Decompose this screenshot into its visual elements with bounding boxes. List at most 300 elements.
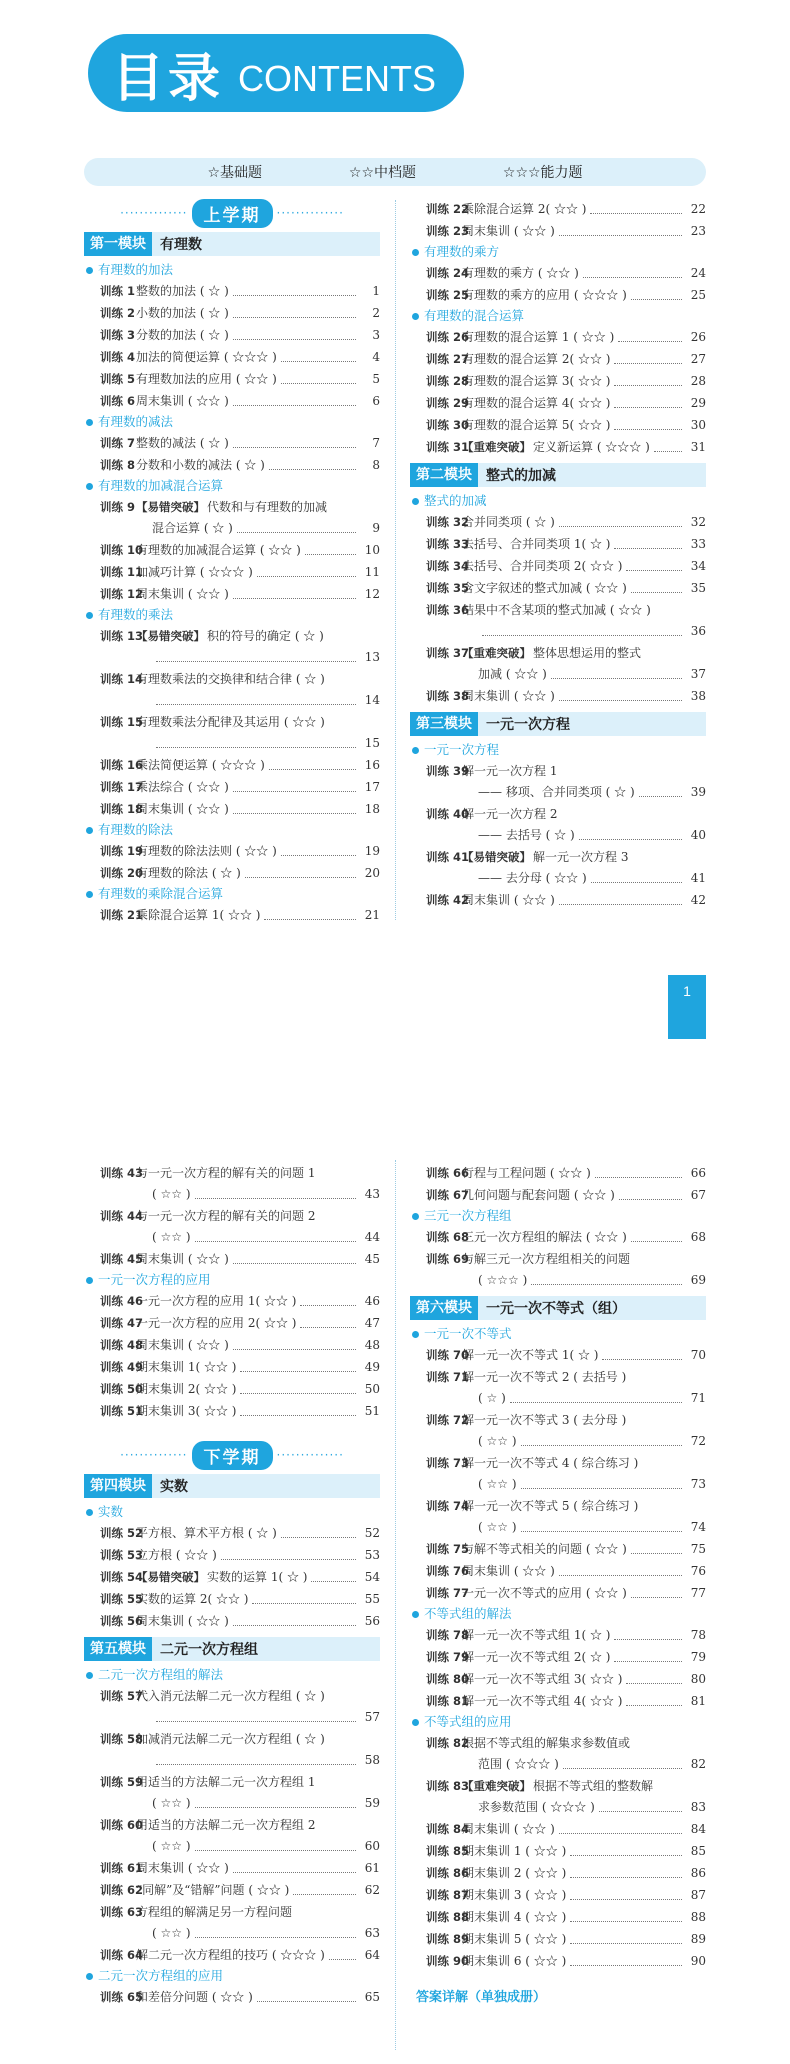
training-number: 训练 11 [100, 565, 144, 579]
toc-entry [410, 577, 706, 599]
module-header [410, 712, 706, 736]
entry-title: 加减巧计算 ( ☆☆☆ ) [136, 565, 253, 579]
page-ref: 78 [690, 1628, 706, 1642]
page-ref: 2 [372, 306, 380, 320]
toc-column-left [84, 200, 380, 926]
dot-leader [570, 1943, 682, 1944]
page-ref: 46 [364, 1294, 380, 1308]
section-heading: 有理数的加法 [84, 260, 380, 280]
entry-title: 周末集训 ( ☆☆ ) [136, 1614, 229, 1628]
page-ref: 47 [364, 1316, 380, 1330]
toc-entry [84, 346, 380, 368]
page-ref: 66 [690, 1166, 706, 1180]
entry-title: 周末集训 ( ☆☆ ) [136, 1861, 229, 1875]
page-ref: 67 [690, 1188, 706, 1202]
dot-leader [631, 1553, 682, 1554]
module-name: 整式的加减 [486, 468, 556, 484]
page-ref: 73 [690, 1477, 706, 1491]
toc-entry [410, 1668, 706, 1690]
section-heading: 一元一次方程 [410, 740, 706, 760]
toc-entry [84, 539, 380, 561]
dot-leader [521, 1445, 682, 1446]
toc-entry [410, 1690, 706, 1712]
toc-entry-continuation [410, 825, 706, 846]
training-number: 训练 74 [426, 1499, 470, 1513]
dot-leader [257, 2001, 356, 2002]
dot-leader [570, 1899, 682, 1900]
dot-leader [264, 919, 356, 920]
dot-leader [195, 1198, 356, 1199]
toc-entry [84, 1685, 380, 1707]
toc-entry-continuation [84, 1707, 380, 1728]
page-ref: 44 [364, 1230, 380, 1244]
section-heading: 实数 [84, 1502, 380, 1522]
page-ref: 62 [364, 1883, 380, 1897]
dot-leader [329, 1959, 356, 1960]
dot-leader [156, 1721, 356, 1722]
section-heading: 整式的加减 [410, 491, 706, 511]
training-number: 训练 60 [100, 1818, 144, 1832]
training-number: 训练 19 [100, 844, 144, 858]
entry-title-cont: ( ☆☆ ) [478, 1477, 517, 1491]
page-ref: 43 [364, 1187, 380, 1201]
toc-entry [410, 685, 706, 707]
entry-title-cont: 加减 ( ☆☆ ) [478, 667, 547, 681]
page-ref: 89 [690, 1932, 706, 1946]
page-ref: 22 [690, 202, 706, 216]
training-number: 训练 50 [100, 1382, 144, 1396]
page-ref: 79 [690, 1650, 706, 1664]
dot-leader [233, 405, 356, 406]
toc-entry [84, 390, 380, 412]
toc-entry [84, 432, 380, 454]
module-header [84, 232, 380, 256]
toc-entry [410, 1344, 706, 1366]
training-number: 训练 15 [100, 715, 144, 729]
entry-title: 周末集训 ( ☆☆ ) [462, 689, 555, 703]
training-number: 训练 68 [426, 1230, 470, 1244]
entry-tag: 【重难突破】 [462, 1779, 531, 1793]
entry-title: 分数和小数的减法 ( ☆ ) [136, 458, 265, 472]
toc-entry [84, 1378, 380, 1400]
page-ref: 25 [690, 288, 706, 302]
dot-leader [240, 1415, 356, 1416]
toc-entry [410, 414, 706, 436]
entry-title: 期末集训 2 ( ☆☆ ) [462, 1866, 567, 1880]
toc-entry [84, 561, 380, 583]
toc-entry [84, 625, 380, 647]
training-number: 训练 14 [100, 672, 144, 686]
training-number: 训练 73 [426, 1456, 470, 1470]
entry-title: 和差倍分问题 ( ☆☆ ) [136, 1990, 253, 2004]
dot-leader [570, 1965, 682, 1966]
training-number: 训练 57 [100, 1689, 144, 1703]
toc-entry [84, 1205, 380, 1227]
dot-leader [591, 882, 682, 883]
training-number: 训练 49 [100, 1360, 144, 1374]
training-number: 训练 90 [426, 1954, 470, 1968]
entry-title: 含文字叙述的整式加减 ( ☆☆ ) [462, 581, 627, 595]
dot-leader [570, 1855, 682, 1856]
toc-entry [410, 889, 706, 911]
training-number: 训练 30 [426, 418, 470, 432]
toc-entry [84, 840, 380, 862]
module-badge: 第四模块 [84, 1474, 152, 1498]
training-number: 训练 32 [426, 515, 470, 529]
dots-decoration: ·············· [276, 206, 344, 220]
toc-entry [410, 1732, 706, 1754]
training-number: 训练 25 [426, 288, 470, 302]
training-number: 训练 54 [100, 1570, 144, 1584]
toc-column-right [410, 198, 706, 911]
section-heading: 三元一次方程组 [410, 1206, 706, 1226]
column-divider [395, 200, 396, 920]
training-number: 训练 56 [100, 1614, 144, 1628]
entry-title: 有理数的除法法则 ( ☆☆ ) [136, 844, 277, 858]
training-number: 训练 41 [426, 850, 470, 864]
page-ref: 87 [690, 1888, 706, 1902]
toc-entry-continuation [410, 1388, 706, 1409]
module-badge: 第五模块 [84, 1637, 152, 1661]
dot-leader [257, 576, 356, 577]
page-ref: 30 [690, 418, 706, 432]
page-ref: 7 [372, 436, 380, 450]
entry-title: 代入消元法解二元一次方程组 ( ☆ ) [136, 1689, 325, 1703]
section-heading: 有理数的乘除混合运算 [84, 884, 380, 904]
training-number: 训练 51 [100, 1404, 144, 1418]
entry-title: 解一元一次不等式 3 ( 去分母 ) [462, 1413, 627, 1427]
entry-title: 有理数的乘方的应用 ( ☆☆☆ ) [462, 288, 627, 302]
training-number: 训练 45 [100, 1252, 144, 1266]
dot-leader [626, 570, 682, 571]
section-heading: 二元一次方程组的解法 [84, 1665, 380, 1685]
training-number: 训练 79 [426, 1650, 470, 1664]
dot-leader [590, 213, 682, 214]
section-heading: 一元一次不等式 [410, 1324, 706, 1344]
toc-entry [410, 511, 706, 533]
dot-leader [626, 1683, 682, 1684]
entry-title: 用适当的方法解二元一次方程组 2 [136, 1818, 316, 1832]
toc-entry [84, 1879, 380, 1901]
training-number: 训练 69 [426, 1252, 470, 1266]
dot-leader [195, 1807, 356, 1808]
entry-title: 周末集训 ( ☆☆ ) [462, 224, 555, 238]
dot-leader [311, 1581, 356, 1582]
entry-title: 解一元一次方程 1 [462, 764, 558, 778]
entry-title-cont: —— 移项、合并同类项 ( ☆ ) [478, 785, 635, 799]
entry-tag: 【重难突破】 [462, 440, 531, 454]
dot-leader [195, 1850, 356, 1851]
entry-title: 与解不等式相关的问题 ( ☆☆ ) [462, 1542, 627, 1556]
page-ref: 80 [690, 1672, 706, 1686]
dot-leader [233, 447, 356, 448]
module-badge: 第六模块 [410, 1296, 478, 1320]
page-ref: 9 [372, 521, 380, 535]
entry-tag: 【重难突破】 [462, 646, 531, 660]
dot-leader [559, 526, 682, 527]
entry-tag: 【易错突破】 [136, 500, 205, 514]
module-name: 二元一次方程组 [160, 1642, 258, 1658]
page-ref: 85 [690, 1844, 706, 1858]
page-ref: 81 [690, 1694, 706, 1708]
training-number: 训练 39 [426, 764, 470, 778]
entry-title: 期末集训 1 ( ☆☆ ) [462, 1844, 567, 1858]
entry-title: 乘除混合运算 2( ☆☆ ) [462, 202, 587, 216]
training-number: 训练 76 [426, 1564, 470, 1578]
entry-title: 有理数的乘方 ( ☆☆ ) [462, 266, 579, 280]
dot-leader [156, 1764, 356, 1765]
entry-title-cont: ( ☆☆ ) [478, 1520, 517, 1534]
column-divider [395, 1160, 396, 2050]
dot-leader [233, 791, 356, 792]
entry-title-cont: —— 去括号 ( ☆ ) [478, 828, 575, 842]
training-number: 训练 58 [100, 1732, 144, 1746]
training-number: 训练 31 [426, 440, 470, 454]
spacer [84, 1422, 380, 1442]
toc-entry [410, 760, 706, 782]
toc-entry [410, 642, 706, 664]
page-ref: 68 [690, 1230, 706, 1244]
toc-page-2 [0, 1130, 790, 2064]
dot-leader [579, 839, 682, 840]
toc-entry [84, 302, 380, 324]
dot-leader [195, 1937, 356, 1938]
training-number: 训练 42 [426, 893, 470, 907]
training-number: 训练 47 [100, 1316, 144, 1330]
semester-header [84, 1442, 380, 1468]
training-number: 训练 65 [100, 1990, 144, 2004]
page-ref: 11 [364, 565, 380, 579]
page-ref: 77 [690, 1586, 706, 1600]
entry-title-cont: ( ☆☆ ) [478, 1434, 517, 1448]
toc-entry [410, 1538, 706, 1560]
entry-title-cont: ( ☆☆ ) [152, 1926, 191, 1940]
toc-entry [410, 1950, 706, 1972]
entry-title: 一元一次不等式的应用 ( ☆☆ ) [462, 1586, 627, 1600]
training-number: 训练 9 [100, 500, 136, 514]
toc-entry [84, 1901, 380, 1923]
page-ref: 19 [364, 844, 380, 858]
page-ref: 13 [364, 650, 380, 664]
page-ref: 39 [690, 785, 706, 799]
module-badge: 第二模块 [410, 463, 478, 487]
toc-entry [84, 1334, 380, 1356]
toc-entry [410, 1452, 706, 1474]
dot-leader [281, 855, 356, 856]
module-header [84, 1637, 380, 1661]
training-number: 训练 89 [426, 1932, 470, 1946]
toc-entry [410, 555, 706, 577]
legend-medium: ☆☆中档题 [348, 165, 416, 181]
page-ref: 83 [690, 1800, 706, 1814]
entry-title: 有理数的混合运算 4( ☆☆ ) [462, 396, 611, 410]
entry-title: 有理数乘法分配律及其运用 ( ☆☆ ) [136, 715, 325, 729]
dot-leader [240, 1371, 356, 1372]
training-number: 训练 67 [426, 1188, 470, 1202]
training-number: 训练 33 [426, 537, 470, 551]
dot-leader [156, 704, 356, 705]
page-ref: 14 [364, 693, 380, 707]
dots-decoration: ·············· [276, 1448, 344, 1462]
toc-entry [84, 1312, 380, 1334]
toc-entry-continuation [84, 690, 380, 711]
training-number: 训练 38 [426, 689, 470, 703]
entry-title: 立方根 ( ☆☆ ) [136, 1548, 217, 1562]
toc-entry [410, 326, 706, 348]
entry-title: 解一元一次方程 2 [462, 807, 558, 821]
toc-entry [410, 1409, 706, 1431]
toc-entry [84, 904, 380, 926]
dot-leader [233, 813, 356, 814]
dot-leader [221, 1559, 356, 1560]
training-number: 训练 88 [426, 1910, 470, 1924]
training-number: 训练 86 [426, 1866, 470, 1880]
entry-title: 有理数的混合运算 5( ☆☆ ) [462, 418, 611, 432]
page-ref: 21 [364, 908, 380, 922]
entry-title: 解一元一次不等式 2 ( 去括号 ) [462, 1370, 627, 1384]
page-ref: 72 [690, 1434, 706, 1448]
training-number: 训练 26 [426, 330, 470, 344]
training-number: 训练 63 [100, 1905, 144, 1919]
toc-entry [84, 668, 380, 690]
entry-title: 根据不等式组的解集求参数值或 [462, 1736, 631, 1750]
dot-leader [156, 747, 356, 748]
page-ref: 10 [364, 543, 380, 557]
dot-leader [482, 635, 682, 636]
entry-title: 定义新运算 ( ☆☆☆ ) [533, 440, 650, 454]
toc-entry [410, 1862, 706, 1884]
entry-title: 结果中不含某项的整式加减 ( ☆☆ ) [462, 603, 651, 617]
training-number: 训练 77 [426, 1586, 470, 1600]
page-ref: 71 [690, 1391, 706, 1405]
dot-leader [599, 1811, 682, 1812]
training-number: 训练 22 [426, 202, 470, 216]
page-ref: 74 [690, 1520, 706, 1534]
entry-title: 有理数的混合运算 2( ☆☆ ) [462, 352, 611, 366]
section-heading: 一元一次方程的应用 [84, 1270, 380, 1290]
page-number-tab [668, 975, 706, 1039]
toc-entry [410, 1162, 706, 1184]
toc-entry [84, 324, 380, 346]
page-ref: 4 [372, 350, 380, 364]
entry-title: 解一元一次不等式组 3( ☆☆ ) [462, 1672, 623, 1686]
entry-title: 有理数乘法的交换律和结合律 ( ☆ ) [136, 672, 325, 686]
dot-leader [233, 317, 356, 318]
toc-entry [410, 1646, 706, 1668]
dot-leader [281, 383, 356, 384]
toc-entry [84, 1857, 380, 1879]
page-ref: 33 [690, 537, 706, 551]
toc-entry [84, 1728, 380, 1750]
legend-basic: ☆基础题 [207, 165, 262, 181]
entry-title: 期末集训 1( ☆☆ ) [136, 1360, 237, 1374]
training-number: 训练 64 [100, 1948, 144, 1962]
entry-title: 解一元一次不等式组 1( ☆ ) [462, 1628, 611, 1642]
toc-entry-continuation [84, 1836, 380, 1857]
page-ref: 90 [690, 1954, 706, 1968]
training-number: 训练 34 [426, 559, 470, 573]
toc-entry [410, 1840, 706, 1862]
page-ref: 35 [690, 581, 706, 595]
toc-entry [84, 454, 380, 476]
page-ref: 57 [364, 1710, 380, 1724]
page-ref: 38 [690, 689, 706, 703]
dot-leader [570, 1921, 682, 1922]
entry-title: 解一元一次不等式组 2( ☆ ) [462, 1650, 611, 1664]
section-heading: 有理数的混合运算 [410, 306, 706, 326]
entry-title: 一元一次方程的应用 1( ☆☆ ) [136, 1294, 297, 1308]
toc-entry [410, 262, 706, 284]
dot-leader [195, 1241, 356, 1242]
toc-entry [410, 1906, 706, 1928]
entry-title-cont: ( ☆☆ ) [152, 1796, 191, 1810]
page-number: 1 [683, 983, 691, 999]
module-name: 实数 [160, 1479, 188, 1495]
entry-title: 周末集训 ( ☆☆ ) [462, 1822, 555, 1836]
toc-entry-continuation [410, 868, 706, 889]
training-number: 训练 48 [100, 1338, 144, 1352]
entry-title: 合并同类项 ( ☆ ) [462, 515, 555, 529]
entry-title: 周末集训 ( ☆☆ ) [136, 1252, 229, 1266]
semester-header [84, 200, 380, 226]
dot-leader [531, 1284, 682, 1285]
training-number: 训练 23 [426, 224, 470, 238]
page-ref: 76 [690, 1564, 706, 1578]
entry-title: 与解三元一次方程组相关的问题 [462, 1252, 631, 1266]
entry-title: 周末集训 ( ☆☆ ) [462, 1564, 555, 1578]
page-ref: 27 [690, 352, 706, 366]
toc-entry-continuation [84, 1227, 380, 1248]
toc-entry [84, 368, 380, 390]
training-number: 训练 71 [426, 1370, 470, 1384]
entry-title: 解一元一次方程 3 [533, 850, 629, 864]
entry-title: 周末集训 ( ☆☆ ) [136, 802, 229, 816]
page-ref: 61 [364, 1861, 380, 1875]
training-number: 训练 52 [100, 1526, 144, 1540]
toc-entry [84, 776, 380, 798]
entry-title: 有理数的加减混合运算 ( ☆☆ ) [136, 543, 301, 557]
page-ref: 26 [690, 330, 706, 344]
training-number: 训练 35 [426, 581, 470, 595]
dot-leader [521, 1531, 682, 1532]
training-number: 训练 59 [100, 1775, 144, 1789]
page-ref: 17 [364, 780, 380, 794]
page-ref: 52 [364, 1526, 380, 1540]
dot-leader [614, 429, 682, 430]
dot-leader [559, 904, 682, 905]
toc-entry [84, 1544, 380, 1566]
entry-title: 期末集训 3 ( ☆☆ ) [462, 1888, 567, 1902]
dot-leader [305, 554, 356, 555]
page-ref: 31 [690, 440, 706, 454]
entry-title: 去括号、合并同类项 2( ☆☆ ) [462, 559, 623, 573]
toc-entry [410, 1624, 706, 1646]
training-number: 训练 61 [100, 1861, 144, 1875]
toc-entry [410, 1928, 706, 1950]
entry-title: 行程与工程问题 ( ☆☆ ) [462, 1166, 591, 1180]
module-header [84, 1474, 380, 1498]
toc-entry-continuation [410, 664, 706, 685]
entry-title: 周末集训 ( ☆☆ ) [462, 893, 555, 907]
toc-entry [410, 370, 706, 392]
semester-label: 上学期 [192, 199, 273, 228]
entry-title: 乘法简便运算 ( ☆☆☆ ) [136, 758, 265, 772]
toc-entry [84, 711, 380, 733]
dot-leader [233, 1263, 356, 1264]
dot-leader [521, 1488, 682, 1489]
dot-leader [252, 1603, 356, 1604]
module-name: 有理数 [160, 237, 202, 253]
